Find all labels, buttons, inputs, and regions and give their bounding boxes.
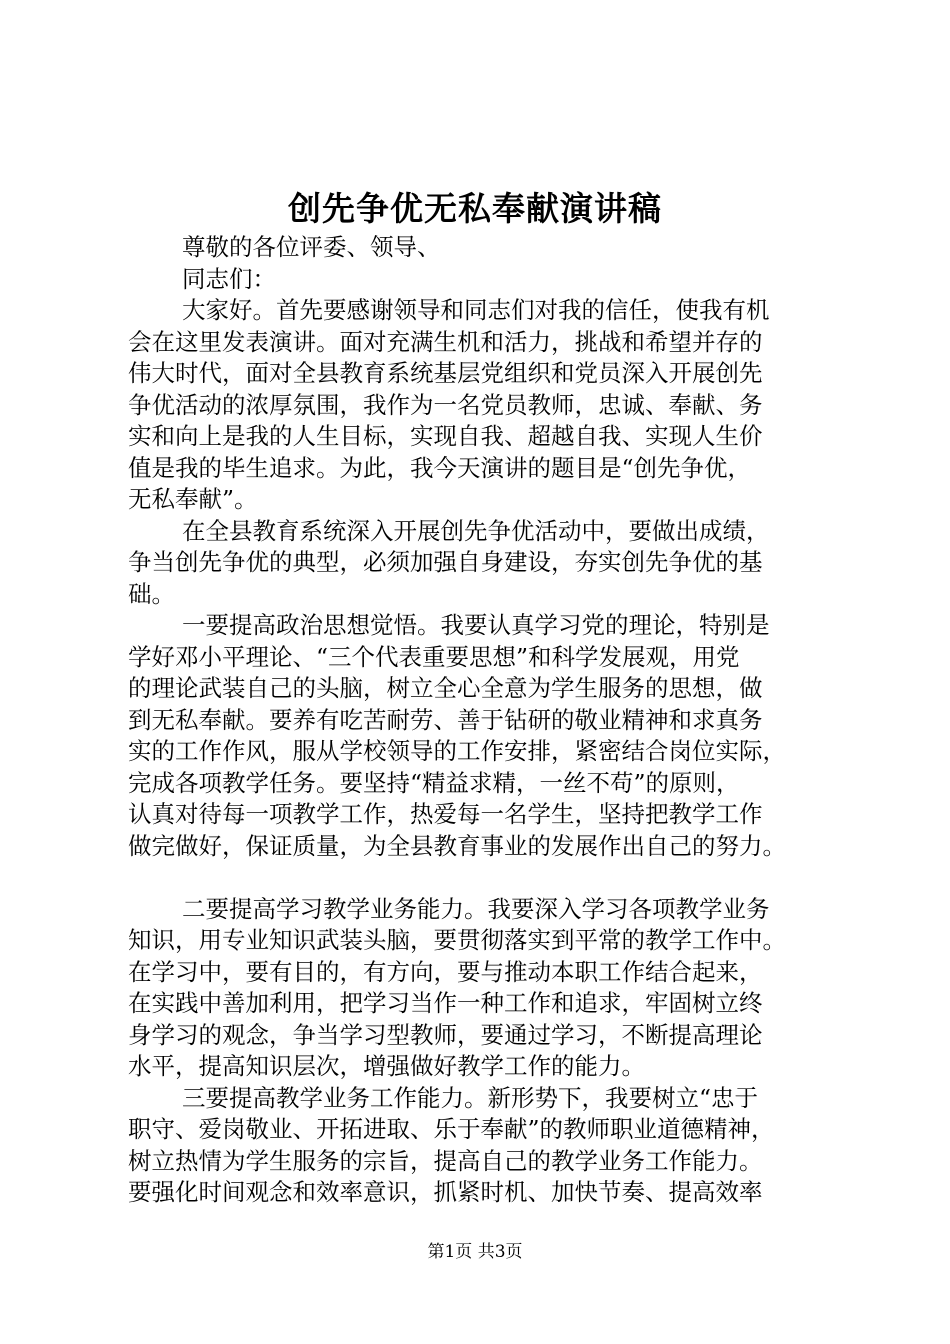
paragraph-line: 树立热情为学生服务的宗旨，提高自己的教学业务工作能力。: [128, 1146, 763, 1175]
paragraph-line: 会在这里发表演讲。面对充满生机和活力，挑战和希望并存的: [128, 327, 763, 356]
paragraph-line: 础。: [128, 579, 175, 608]
paragraph-line: 二要提高学习教学业务能力。我要深入学习各项教学业务: [182, 894, 770, 923]
paragraph-line: 在实践中善加利用，把学习当作一种工作和追求，牢固树立终: [128, 989, 763, 1017]
salutation-line: 尊敬的各位评委、领导、: [182, 233, 441, 261]
paragraph-line: 在全县教育系统深入开展创先争优活动中，要做出成绩，: [182, 516, 770, 545]
paragraph-line: 身学习的观念，争当学习型教师，要通过学习，不断提高理论: [128, 1020, 763, 1049]
paragraph-line: 完成各项教学任务。要坚持“精益求精，一丝不苟”的原则，: [128, 768, 740, 797]
paragraph-line: 在学习中，要有目的，有方向，要与推动本职工作结合起来，: [128, 957, 763, 986]
paragraph-line: 大家好。首先要感谢领导和同志们对我的信任，使我有机: [182, 296, 770, 324]
paragraph-line: 无私奉献”。: [128, 485, 258, 513]
paragraph-spacer: [128, 862, 828, 894]
paragraph-line: 争当创先争优的典型，必须加强自身建设，夯实创先争优的基: [128, 548, 763, 576]
paragraph-line: 要强化时间观念和效率意识，抓紧时机、加快节奏、提高效率: [128, 1178, 763, 1206]
paragraph-line: 职守、爱岗敬业、开拓进取、乐于奉献”的教师职业道德精神，: [128, 1115, 775, 1143]
paragraph-line: 一要提高政治思想觉悟。我要认真学习党的理论，特别是: [182, 611, 770, 639]
document-body: [128, 232, 828, 1209]
paragraph-line: 三要提高教学业务工作能力。新形势下，我要树立“忠于: [182, 1083, 759, 1112]
paragraph-line: 伟大时代，面对全县教育系统基层党组织和党员深入开展创先: [128, 359, 763, 387]
paragraph-line: 实和向上是我的人生目标，实现自我、超越自我、实现人生价: [128, 422, 763, 450]
paragraph-line: 水平，提高知识层次，增强做好教学工作的能力。: [128, 1052, 645, 1080]
paragraph-line: 认真对待每一项教学工作，热爱每一名学生，坚持把教学工作: [128, 800, 763, 828]
paragraph-line: 学好邓小平理论、“三个代表重要思想”和科学发展观，用党: [128, 642, 740, 671]
paragraph-line: 争优活动的浓厚氛围，我作为一名党员教师，忠诚、奉献、务: [128, 390, 763, 419]
document-title: 创先争优无私奉献演讲稿: [288, 189, 662, 228]
paragraph-line: 到无私奉献。要养有吃苦耐劳、善于钻研的敬业精神和求真务: [128, 705, 763, 734]
salutation-line: 同志们：: [182, 264, 276, 293]
paragraph-line: 做完做好，保证质量，为全县教育事业的发展作出自己的努力。: [128, 831, 786, 860]
paragraph-line: 知识，用专业知识武装头脑，要贯彻落实到平常的教学工作中。: [128, 926, 786, 954]
paragraph-line: 值是我的毕生追求。为此，我今天演讲的题目是“创先争优，: [128, 453, 752, 482]
paragraph-line: 的理论武装自己的头脑，树立全心全意为学生服务的思想，做: [128, 674, 763, 702]
paragraph-line: 实的工作作风，服从学校领导的工作安排，紧密结合岗位实际，: [128, 737, 786, 765]
page-number-footer: 第1页 共3页: [427, 1242, 523, 1262]
